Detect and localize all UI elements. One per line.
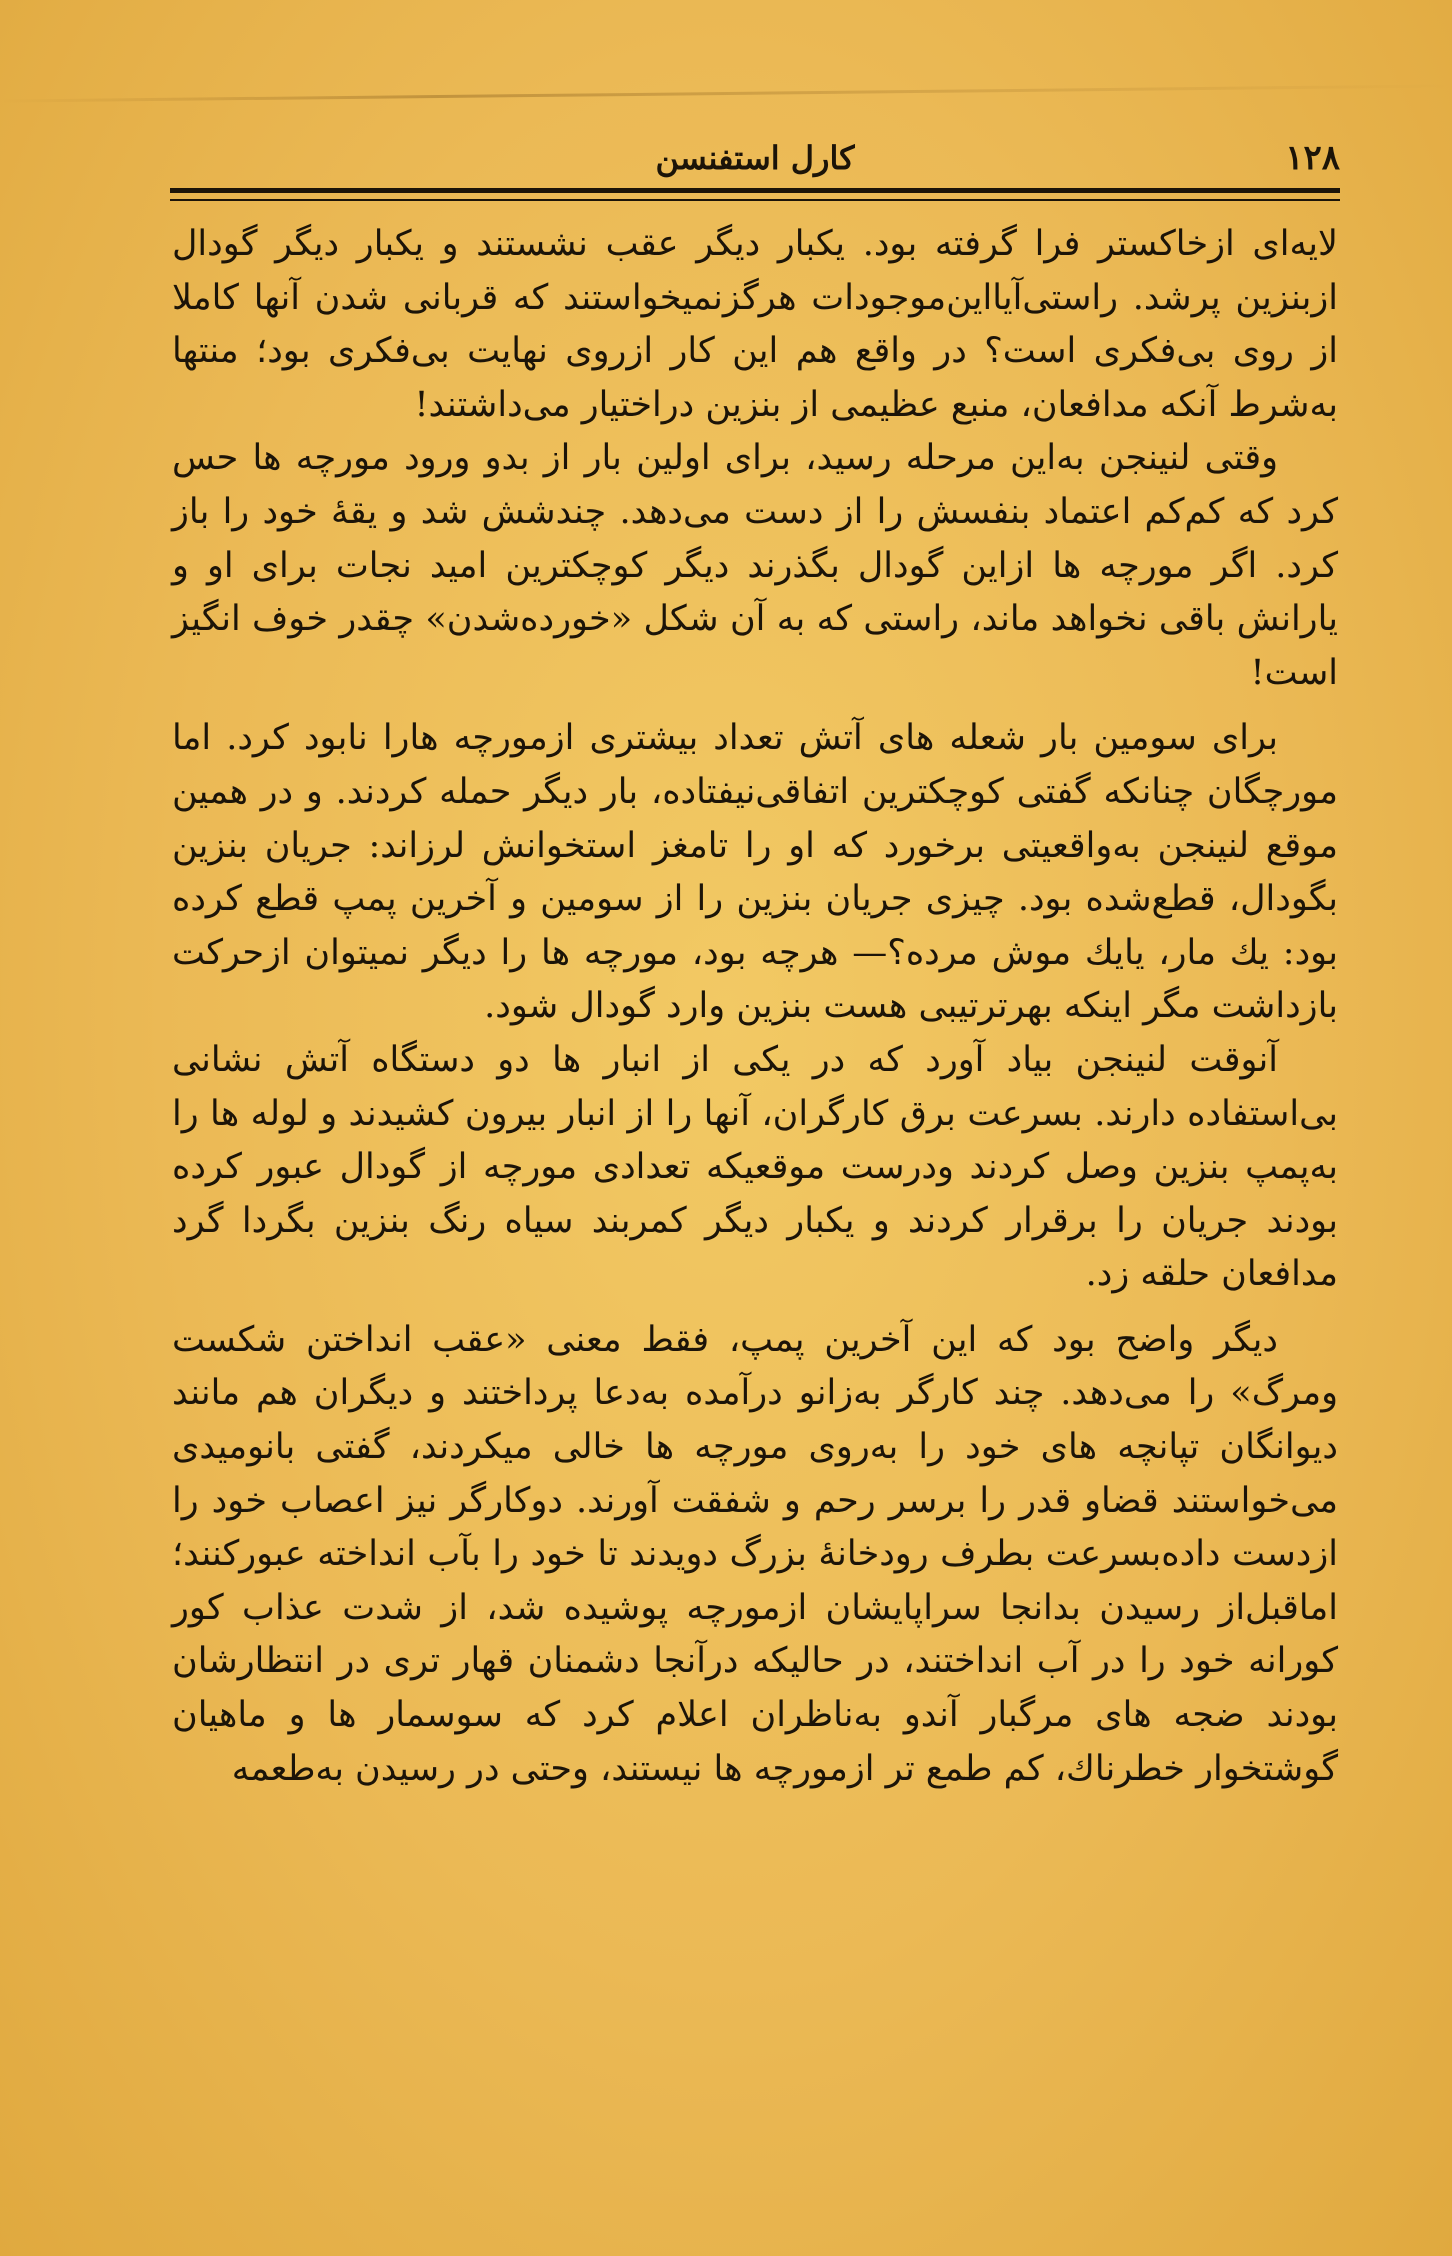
page-header xyxy=(170,128,1340,188)
header-rule-thin xyxy=(170,199,1340,201)
paragraph-1: لایه‌ای ازخاکستر فرا گرفته بود. یکبار دیگر عقب نشستند و یکبار دیگر گودال ازبنزین پرشد. راستی‌آیااین‌موجودات هرگزنمیخواستند که قربانی شدن آنها کاملا از روی بی‌فکری است؟ در واقع هم این کار ازروی نهایت بی‌فکری بود؛ منتها به‌شرط آنکه مدافعان، منبع عظیمی از بنزین دراختیار می‌داشتند! xyxy=(172,224,1338,425)
paragraph-2: وقتی لنینجن به‌این مرحله رسید، برای اولین بار از بدو ورود مورچه ها حس کرد که کم‌کم اعتماد بنفسش را از دست می‌دهد. چندشش شد و یقهٔ خود را باز کرد. اگر مورچه ها ازاین گودال بگذرند دیگر کوچکترین امید نجات برای او و یارانش باقی نخواهد ماند، راستی که به آن شکل «خورده‌شدن» چقدر خوف انگیز است! xyxy=(172,438,1338,693)
page-number: ١٢٨ xyxy=(1285,138,1340,178)
paper-crease xyxy=(0,84,1452,102)
header-rule-thick xyxy=(170,188,1340,193)
paragraph-4: آنوقت لنینجن بیاد آورد که در یکی از انبار ها دو دستگاه آتش نشانی بی‌استفاده دارند. بسرعت برق کارگران، آنها را از انبار بیرون کشیدند و لوله ها را به‌پمپ بنزین وصل کردند ودرست موقعیکه تعدادی مورچه از گودال عبور کرده بودند جریان را برقرار کردند و یکبار دیگر کمربند سیاه رنگ بنزین بگردا گرد مدافعان حلقه زد. xyxy=(172,1039,1338,1295)
paragraph-5: دیگر واضح بود که این آخرین پمپ، فقط معنی «عقب انداختن شکست ومرگ» را می‌دهد. چند کارگر به‌زانو درآمده به‌دعا پرداختند و دیگران هم مانند دیوانگان تپانچه های خود را به‌روی مورچه ها خالی میکردند، گفتی بانومیدی می‌خواستند قضاو قدر را برسر رحم و شفقت آورند. دوکارگر نیز اعصاب خود را ازدست داده‌بسرعت بطرف رودخانهٔ بزرگ دویدند تا خود را بآب انداخته عبورکنند؛ اماقبل‌از رسیدن بدانجا سراپایشان ازمورچه پوشیده شد، از شدت عذاب کور کورانه خود را در آب انداختند، در حالیکه درآنجا دشمنان قهار تری در انتظارشان بودند ضجه های مرگبار آندو به‌ناظران اعلام کرد که سوسمار ها و ماهیان گوشتخوار خطرناك، کم طمع تر ازمورچه ها نیستند، وحتی در رسیدن به‌طعمه xyxy=(172,1319,1338,1789)
body-text xyxy=(172,218,1338,2208)
running-title: کارل استفنسن xyxy=(655,139,855,177)
paragraph-3: برای سومین بار شعله های آتش تعداد بیشتری ازمورچه هارا نابود کرد. اما مورچگان چنانکه گفتی کوچکترین اتفاقی‌نیفتاده، بار دیگر حمله کردند. و در همین موقع لنینجن به‌واقعیتی برخورد که او را تامغز استخوانش لرزاند: جریان بنزین بگودال، قطع‌شده بود. چیزی جریان بنزین را از سومین و آخرین پمپ قطع کرده بود: يك مار، يايك موش مرده؟— هرچه بود، مورچه ها را دیگر نمیتوان ازحرکت بازداشت مگر اینکه بهرترتیبی هست بنزین وارد گودال شود. xyxy=(172,718,1338,1027)
